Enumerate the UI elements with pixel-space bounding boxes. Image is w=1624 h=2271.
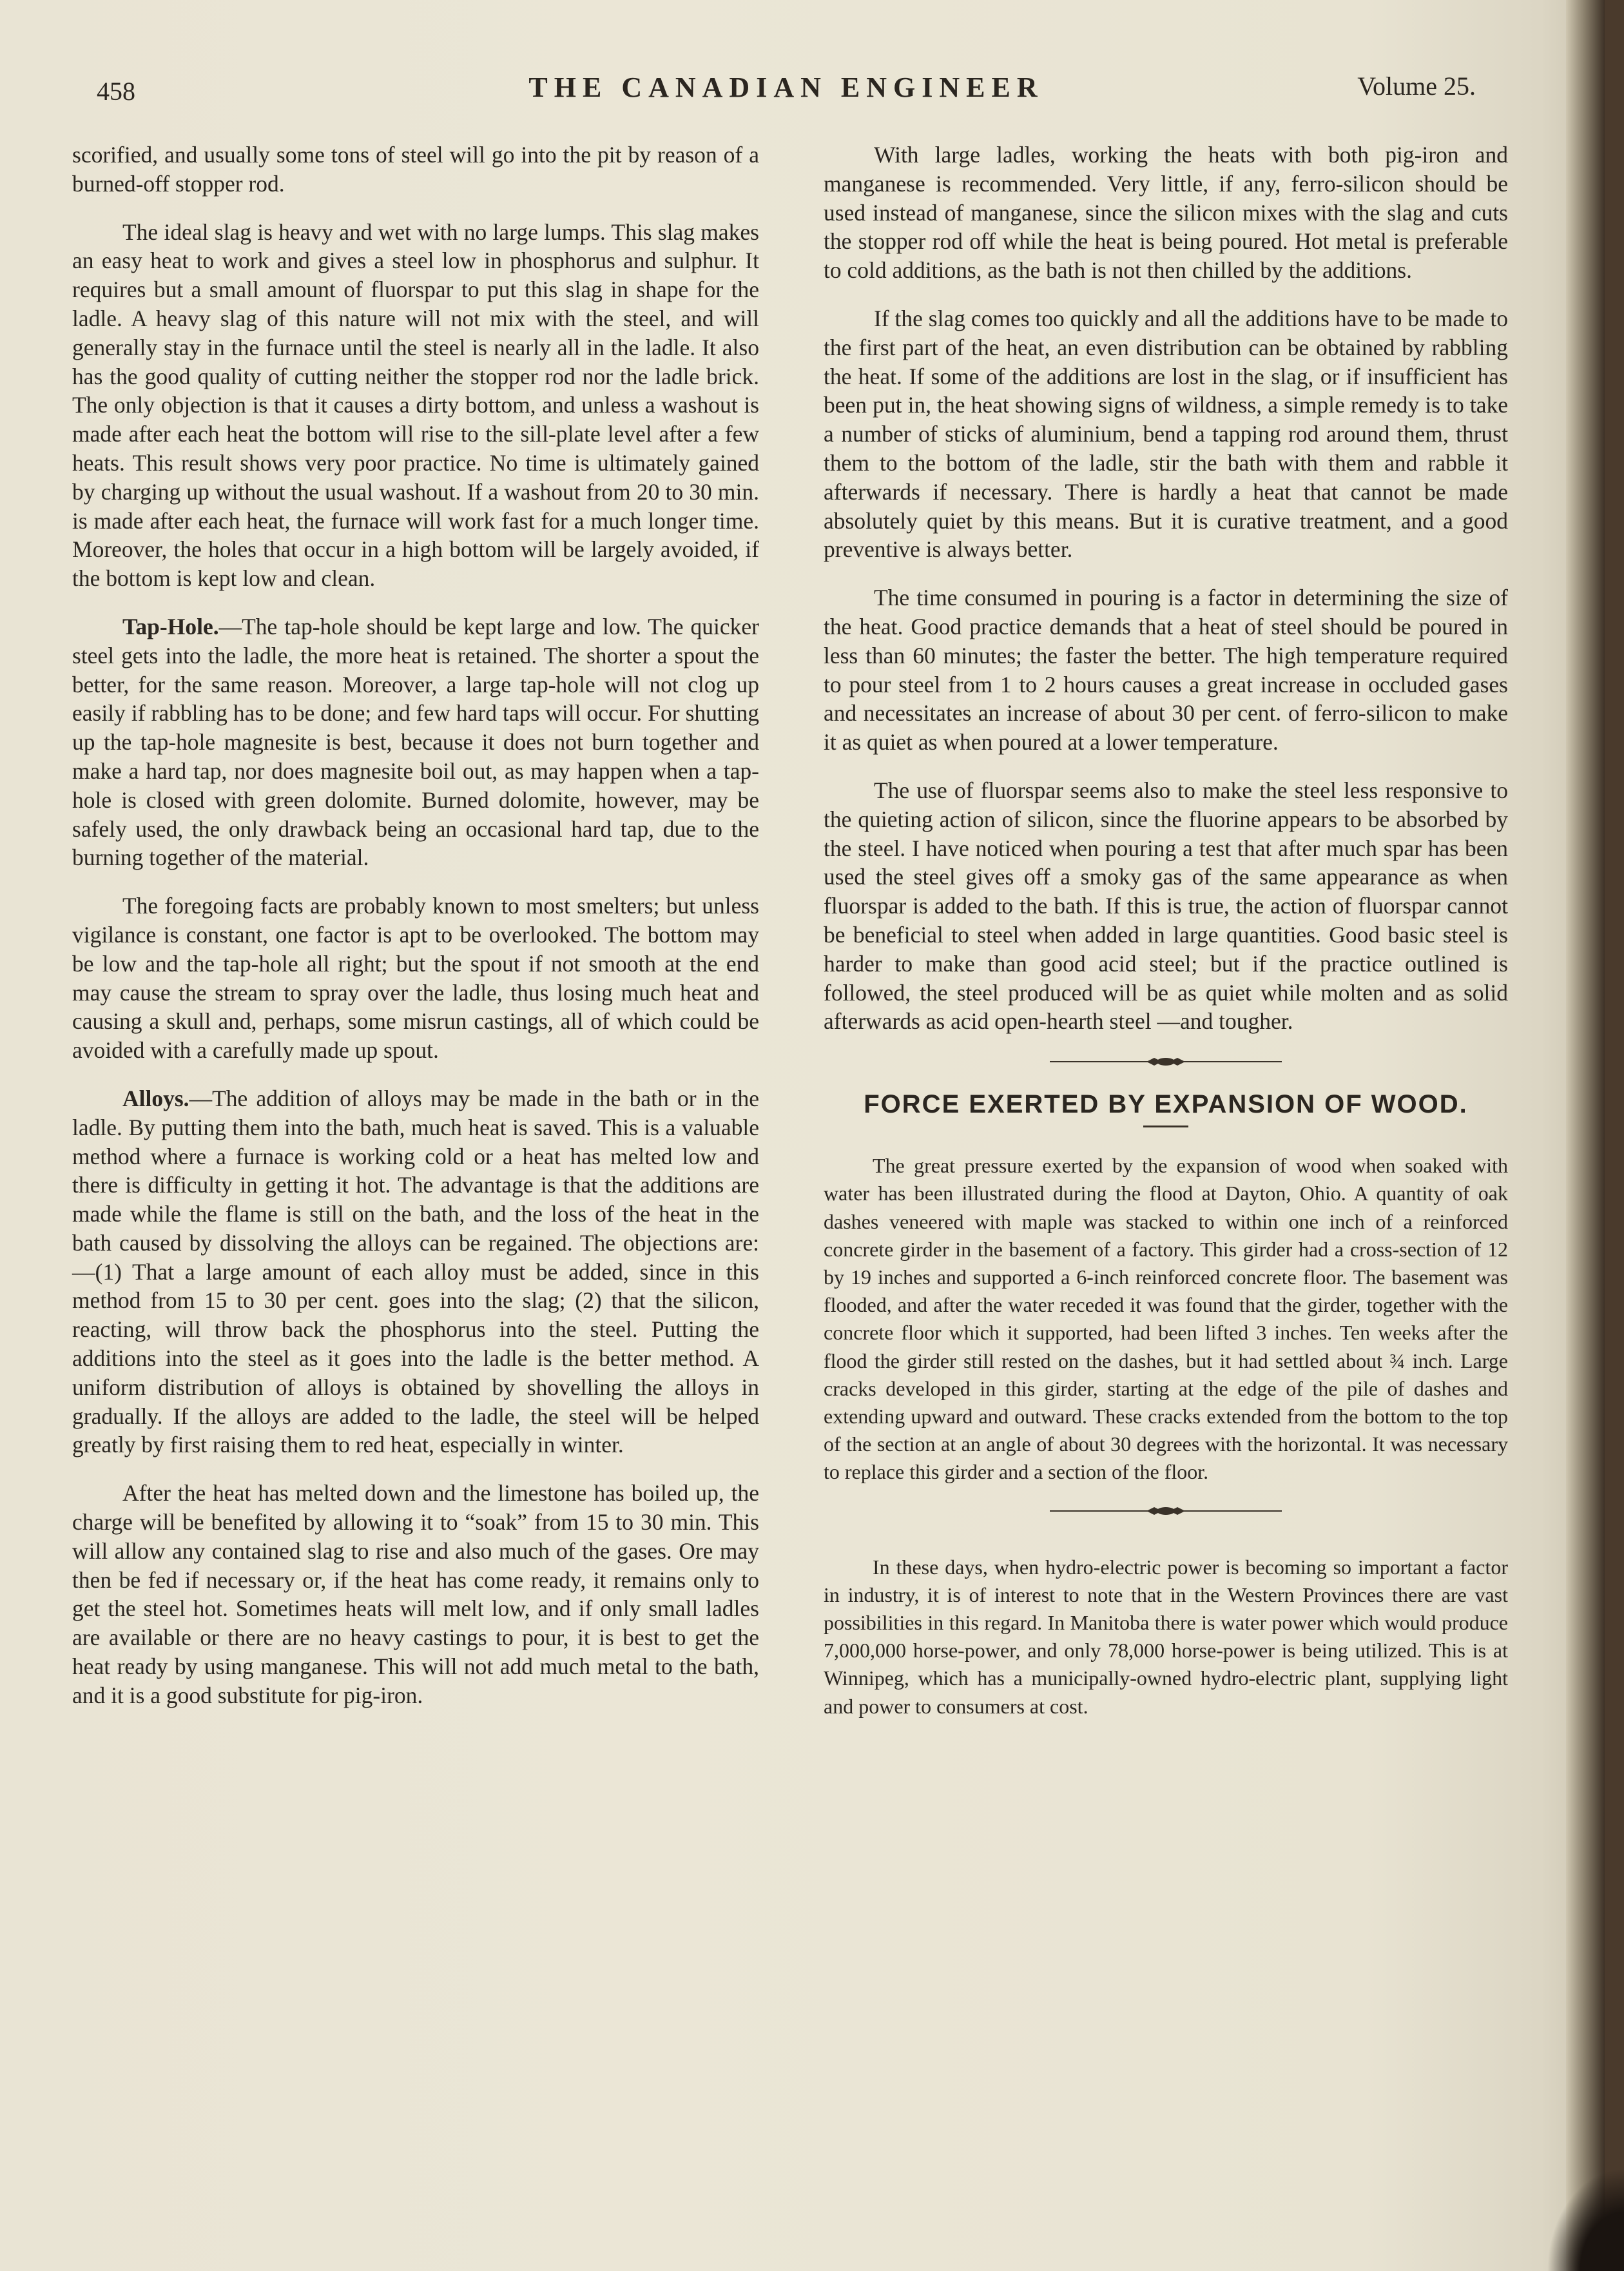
paragraph: scorified, and usually some tons of steel will go into the pit by reason of a burned-off stopper rod. [72,142,759,197]
article-title: FORCE EXERTED BY EXPANSION OF WOOD. [864,1090,1468,1119]
right-column [824,141,1508,1739]
paragraph: The time consumed in pouring is a factor in determining the size of the heat. Good practice demands that a heat of steel should be poured in less than 60 minutes; the faster the better. The high temperature required to pour steel from 1 to 2 hours causes a great increase in occluded gases and necessitates an increase of about 30 per cent. of ferro-silicon to make it as quiet as when poured at a lower temperature. [824,585,1508,755]
paragraph: The ideal slag is heavy and wet with no large lumps. This slag makes an easy heat to work and gives a steel low in phosphorus and sulphur. It requires but a small amount of fluorspar to put this slag in shape for the ladle. A heavy slag of this nature will not mix with the steel, and will generally stay in the furnace until the steel is nearly all in the ladle. It also has the good quality of cutting neither the stopper rod nor the ladle brick. The only objection is that it causes a dirty bottom, and unless a washout is made after each heat the bottom will rise to the sill-plate level after a few heats. This result shows very poor practice. No time is ultimately gained by charging up without the usual washout. If a washout from 20 to 30 min. is made after each heat, the furnace will work fast for a much longer time. Moreover, the holes that occur in a high bottom will be largely avoided, if the bottom is kept low and clean. [72,219,759,592]
page-number: 458 [97,77,135,106]
paragraph: With large ladles, working the heats with both pig-iron and manganese is recommended. Very little, if any, ferro-silicon should be used instead of manganese, since the silicon mixes with the slag and cuts the stopper rod off while the heat is being poured. Hot metal is preferable to cold additions, as the bath is not then chilled by the additions. [824,142,1508,284]
paragraph: The foregoing facts are probably known to most smelters; but unless vigilance is constant, one factor is apt to be overlooked. The bottom may be low and the tap-hole all right; but the spout if not smooth at the end may cause the stream to spray over the ladle, thus losing much heat and causing a skull and, perhaps, some misrun castings, all of which could be avoided with a carefully made up spout. [72,893,759,1064]
divider-ornament [1050,1505,1282,1517]
paragraph: The great pressure exerted by the expansion of wood when soaked with water has been illustrated during the flood at Dayton, Ohio. A quantity of oak dashes veneered with maple was stacked to within one inch of a reinforced concrete girder in the basement of a factory. This girder had a cross-section of 12 by 19 inches and supported a 6-inch reinforced concrete floor. The basement was flooded, and after the water receded it was found that the girder, together with the concrete floor which it supported, had been lifted 3 inches. Ten weeks after the flood the girder still rested on the dashes, but it had settled about ¾ inch. Large cracks developed in this girder, starting at the edge of the pile of dashes and extending upward and outward. These cracks extended from the bottom to the top of the section at an angle of about 30 degrees with the horizontal. It was necessary to replace this girder and a section of the floor. [824,1154,1508,1484]
paragraph-text: —The tap-hole should be kept large and low. The quicker steel gets into the ladle, the more heat is retained. The shorter a spout the better, for the same reason. Moreover, a large tap-hole will not clog up easily if rabbling has to be done; and few hard taps will occur. For shutting up the tap-hole magnesite is best, because it does not burn together and make a hard tap, nor does magnesite boil out, as may happen when a tap-hole is closed with green dolomite. Burned dolomite, however, may be safely used, the only drawback being an occasional hard tap, due to the burning together of the material. [72,613,759,871]
volume-label: Volume 25. [1357,72,1476,101]
page-header [97,70,1476,108]
paragraph-text: —The addition of alloys may be made in the bath or in the ladle. By putting them into the bath, much heat is saved. This is a valuable method where a furnace is working cold or a heat has melted low and there is difficulty in getting it hot. The advantage is that the additions are made while the flame is still on the bath, and the loss of the heat in the bath caused by dissolving the alloys can be regained. The objections are:—(1) That a large amount of each alloy must be added, since in this method from 15 to 30 per cent. goes into the slag; (2) that the silicon, reacting, will throw back the phosphorus into the steel. Putting the additions into the steel as it goes into the ladle is the better method. A uniform distribution of alloys is obtained by shovelling the alloys in gradually. If the alloys are added to the ladle, the steel will be helped greatly by first raising them to red heat, especially in winter. [72,1085,759,1458]
paragraph: In these days, when hydro-electric power is becoming so important a factor in industry, it is of interest to note that in the Western Provinces there are vast possibilities in this regard. In Manitoba there is water power which would produce 7,000,000 horse-power, and only 78,000 horse-power is being utilized. This is at Winnipeg, which has a municipally-owned hydro-electric plant, supplying light and power to consumers at cost. [824,1555,1508,1718]
binding-gutter [1566,0,1605,2271]
paragraph-tap-hole [72,612,759,872]
section-lead: Tap-Hole. [122,613,219,639]
divider-ornament [1050,1055,1282,1068]
paragraph: The use of fluorspar seems also to make the steel less responsive to the quieting action of silicon, since the fluorine appears to be absorbed by the steel. I have noticed when pouring a test that after much spar has been used the steel gives off a smoky gas of the same appearance as when fluorspar is added to the bath. If this is true, the action of fluorspar cannot be beneficial to steel when added in large quantities. Good basic steel is harder to make than good acid steel; but if the practice outlined is followed, the steel produced will be as quiet while molten and as solid afterwards as acid open-hearth steel —and tougher. [824,777,1508,1035]
journal-title: THE CANADIAN ENGINEER [528,72,1044,103]
paragraph: If the slag comes too quickly and all the additions have to be made to the first part of the heat, an even distribution can be obtained by rabbling the heat. If some of the additions are lost in the slag, or if insufficient has been put in, the heat showing signs of wildness, a simple remedy is to take a number of sticks of aluminium, bend a tapping rod around them, thrust them to the bottom of the ladle, stir the bath with them and rabble it afterwards if necessary. There is hardly a heat that cannot be made absolutely quiet by this means. But it is curative treatment, and a good preventive is always better. [824,305,1508,563]
paragraph-alloys [72,1084,759,1459]
left-column [72,141,759,1730]
title-rule [1143,1126,1188,1127]
paragraph: After the heat has melted down and the limestone has boiled up, the charge will be benefited by allowing it to “soak” from 15 to 30 min. This will allow any contained slag to rise and also much of the gases. Ore may then be fed if necessary or, if the heat has come ready, it remains only to get the steel hot. Sometimes heats will melt low, and if only small ladles are available or there are no heavy castings to pour, it is best to get the heat ready by using manganese. This will not add much metal to the bath, and it is a good substitute for pig-iron. [72,1480,759,1708]
section-lead: Alloys. [122,1085,189,1111]
page-corner-shadow [1547,2168,1624,2271]
